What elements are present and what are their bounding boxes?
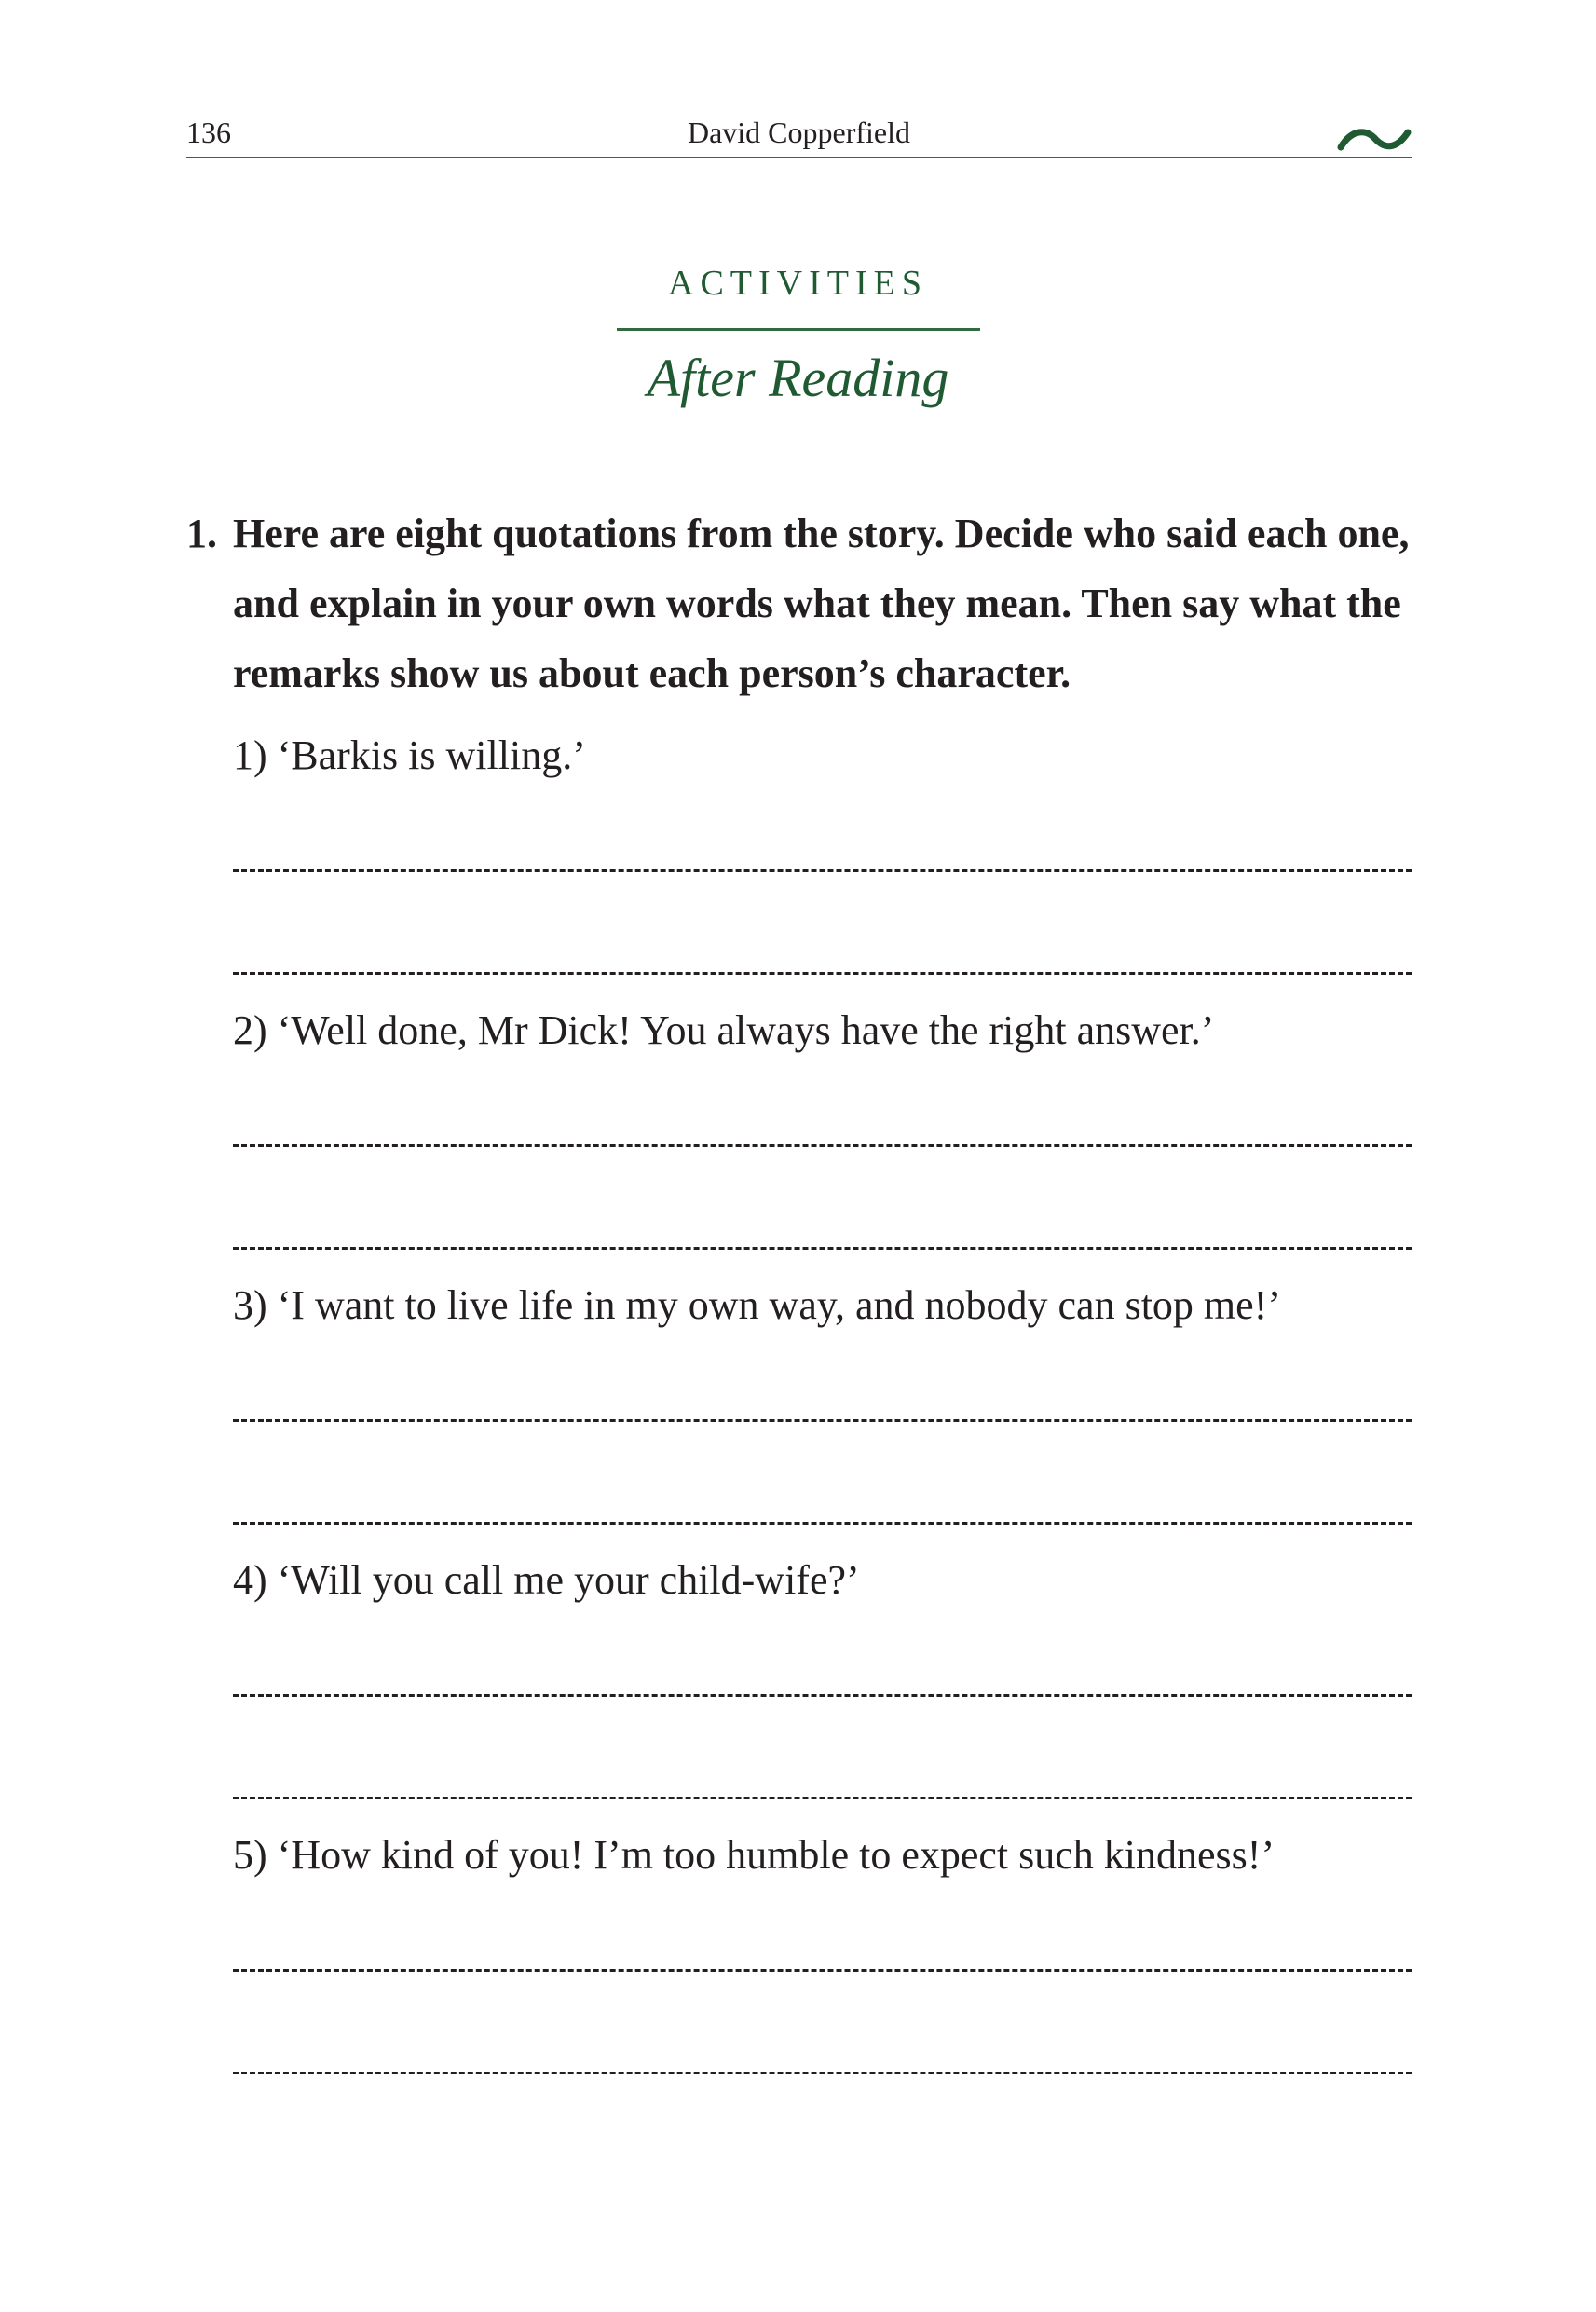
page-header <box>186 110 1412 158</box>
question-text: Here are eight quotations from the story. Decide who said each one, and explain in your own words what they mean. Then say what the remarks show us about each person’s character. <box>233 511 1410 696</box>
question-number: 1. <box>186 511 217 556</box>
tilde-swash-icon <box>1337 119 1412 157</box>
section-label: ACTIVITIES <box>668 264 928 303</box>
answer-line[interactable] <box>233 869 1412 872</box>
quotation-item-1: 1) ‘Barkis is willing.’ <box>233 732 586 778</box>
answer-line[interactable] <box>233 1797 1412 1799</box>
question-1 <box>186 499 1412 708</box>
answer-line[interactable] <box>233 1694 1412 1697</box>
answer-line[interactable] <box>233 1522 1412 1525</box>
answer-line[interactable] <box>233 1247 1412 1250</box>
quotation-item-4: 4) ‘Will you call me your child-wife?’ <box>233 1557 860 1603</box>
section-subtitle: After Reading <box>647 348 949 408</box>
answer-line[interactable] <box>233 2072 1412 2074</box>
quotation-item-5: 5) ‘How kind of you! I’m too humble to expect such kindness!’ <box>233 1832 1275 1878</box>
section-divider <box>617 328 980 331</box>
running-title: David Copperfield <box>687 116 911 149</box>
page-number: 136 <box>186 116 231 149</box>
quotation-item-2: 2) ‘Well done, Mr Dick! You always have the right answer.’ <box>233 1007 1215 1053</box>
quotation-item-3: 3) ‘I want to live life in my own way, and nobody can stop me!’ <box>233 1282 1281 1328</box>
answer-line[interactable] <box>233 1144 1412 1147</box>
answer-line[interactable] <box>233 1969 1412 1972</box>
answer-line[interactable] <box>233 972 1412 975</box>
answer-line[interactable] <box>233 1419 1412 1422</box>
